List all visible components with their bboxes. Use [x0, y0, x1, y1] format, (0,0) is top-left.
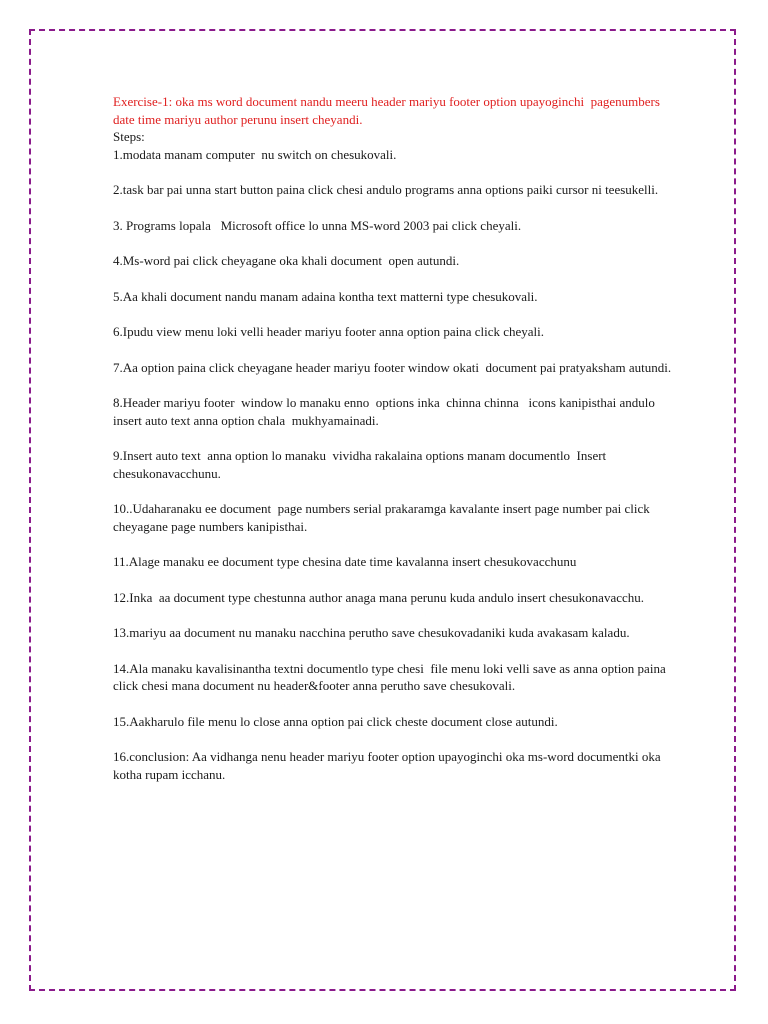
step-16: 16.conclusion: Aa vidhanga nenu header mariyu footer option upayoginchi oka ms-word documentki oka kotha rupam icchanu.: [113, 749, 664, 782]
step-10: 10..Udaharanaku ee document page numbers serial prakaramga kavalante insert page number pai click cheyagane page numbers kanipisthai.: [113, 501, 653, 534]
step-5: 5.Aa khali document nandu manam adaina kontha text matterni type chesukovali.: [113, 288, 538, 304]
step-4: 4.Ms-word pai click cheyagane oka khali document open autundi.: [113, 253, 460, 268]
step-14: 14.Ala manaku kavalisinantha textni documentlo type chesi file menu loki velli save as anna option paina click chesi mana document nu header&footer anna perutho save chesukovali.: [113, 660, 669, 693]
step-13: 13.mariyu aa document nu manaku nacchina perutho save chesukovadaniki kuda avakasam kaladu.: [113, 625, 630, 640]
step-12: 12.Inka aa document type chestunna author anaga mana perunu kuda andulo insert chesukonavacchu.: [113, 589, 645, 605]
step-8: 8.Header mariyu footer window lo manaku enno options inka chinna chinna icons kanipisthai andulo insert auto text anna option chala mukhyamainadi.: [113, 395, 662, 428]
step-15: 15.Aakharulo file menu lo close anna option pai click cheste document close autundi.: [113, 713, 558, 729]
steps-label: Steps:: [113, 129, 145, 144]
step-3: 3. Programs lopala Microsoft office lo unna MS-word 2003 pai click cheyali.: [113, 217, 522, 233]
exercise-title: Exercise-1: oka ms word document nandu meeru header mariyu footer option upayoginchi pagenumbers date time mariyu author perunu insert cheyandi.: [113, 94, 664, 127]
step-1: 1.modata manam computer nu switch on chesukovali.: [113, 146, 397, 162]
step-7: 7.Aa option paina click cheyagane header mariyu footer window okati document pai pratyaksham autundi.: [113, 359, 672, 375]
step-9: 9.Insert auto text anna option lo manaku vividha rakalaina options manam documentlo Insert chesukonavacchunu.: [113, 448, 610, 481]
step-11: 11.Alage manaku ee document type chesina date time kavalanna insert chesukovacchunu: [113, 554, 577, 569]
step-6: 6.Ipudu view menu loki velli header mariyu footer anna option paina click cheyali.: [113, 324, 545, 339]
document-body: [113, 93, 673, 801]
step-2: 2.task bar pai unna start button paina click chesi andulo programs anna options paiki cursor ni teesukelli.: [113, 182, 659, 197]
